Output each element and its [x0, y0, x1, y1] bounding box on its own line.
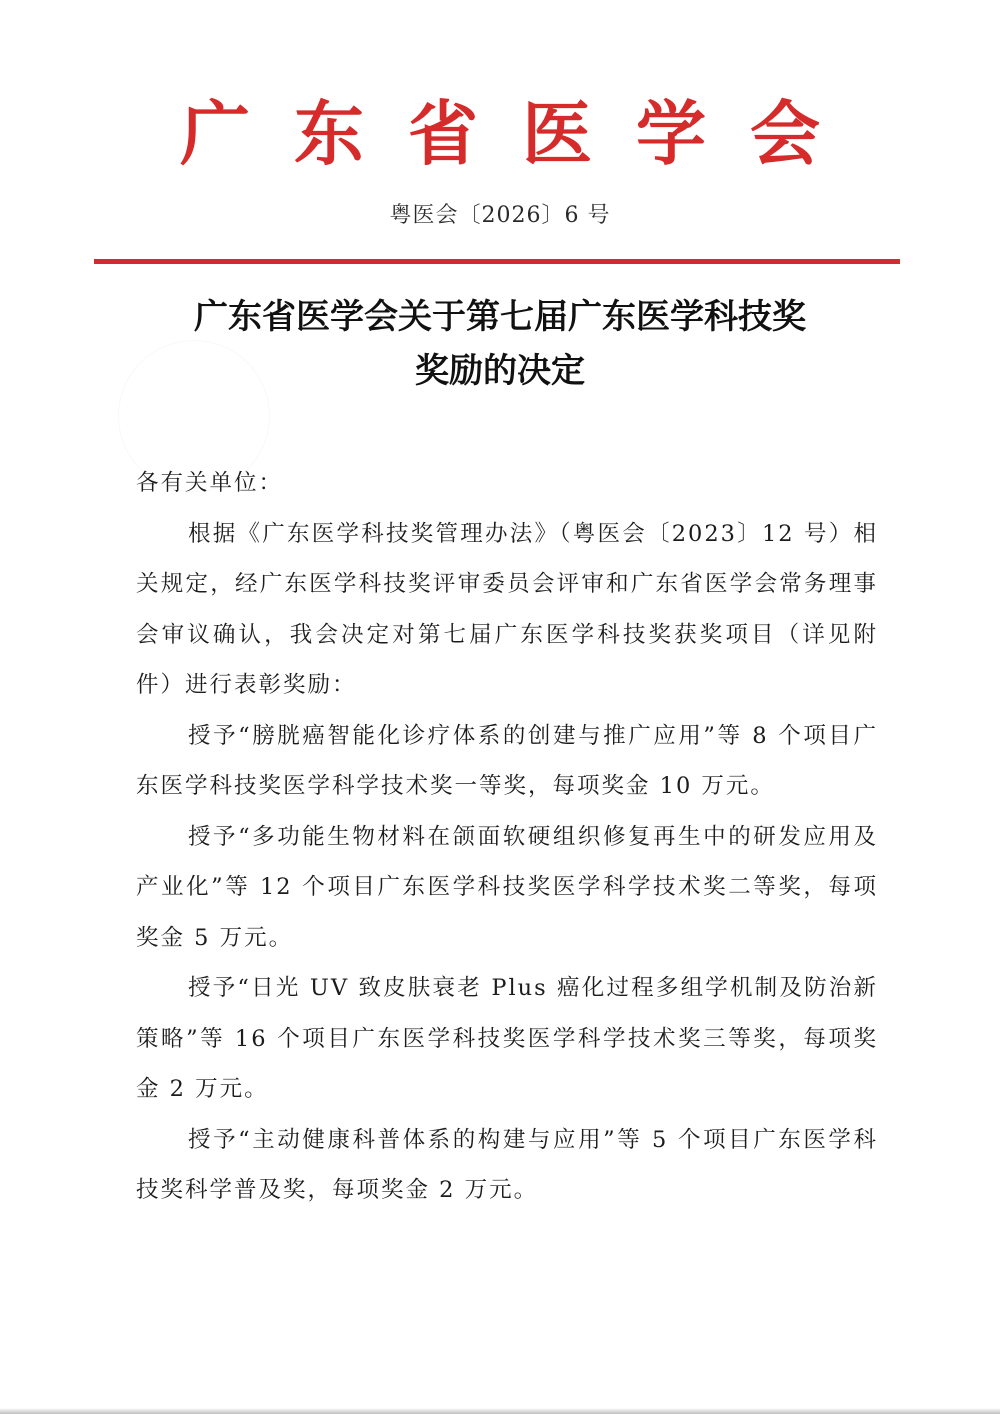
salutation: 各有关单位：	[136, 470, 284, 496]
body-paragraph-basis: 根据《广东医学科技奖管理办法》（粤医会〔2023〕12 号）相关规定，经广东医学科技奖评审委员会评审和广东省医学会常务理事会审议确认，我会决定对第七届广东医学科技奖获奖项目（详见附件）进行表彰奖励：	[136, 520, 878, 698]
scan-bottom-edge	[0, 1408, 1000, 1414]
letterhead-divider	[94, 259, 900, 264]
document-title-line-1: 广东省医学会关于第七届广东医学科技奖	[194, 297, 806, 337]
document-title-line-2: 奖励的决定	[415, 351, 585, 391]
document-title	[60, 290, 940, 398]
body-paragraph-first-prize: 授予“膀胱癌智能化诊疗体系的创建与推广应用”等 8 个项目广东医学科技奖医学科学技术奖一等奖，每项奖金 10 万元。	[136, 722, 878, 799]
body-paragraph-popular-science-prize: 授予“主动健康科普体系的构建与应用”等 5 个项目广东医学科技奖科学普及奖，每项奖金 2 万元。	[136, 1126, 878, 1203]
organization-letterhead: 广东省医学会	[180, 92, 864, 175]
document-body	[136, 458, 878, 1216]
body-paragraph-third-prize: 授予“日光 UV 致皮肤衰老 Plus 癌化过程多组学机制及防治新策略”等 16 个项目广东医学科技奖医学科学技术奖三等奖，每项奖金 2 万元。	[136, 975, 878, 1102]
body-paragraph-second-prize: 授予“多功能生物材料在颌面软硬组织修复再生中的研发应用及产业化”等 12 个项目广东医学科技奖医学科学技术奖二等奖，每项奖金 5 万元。	[136, 823, 878, 951]
document-number: 粤医会〔2026〕6 号	[389, 203, 611, 228]
